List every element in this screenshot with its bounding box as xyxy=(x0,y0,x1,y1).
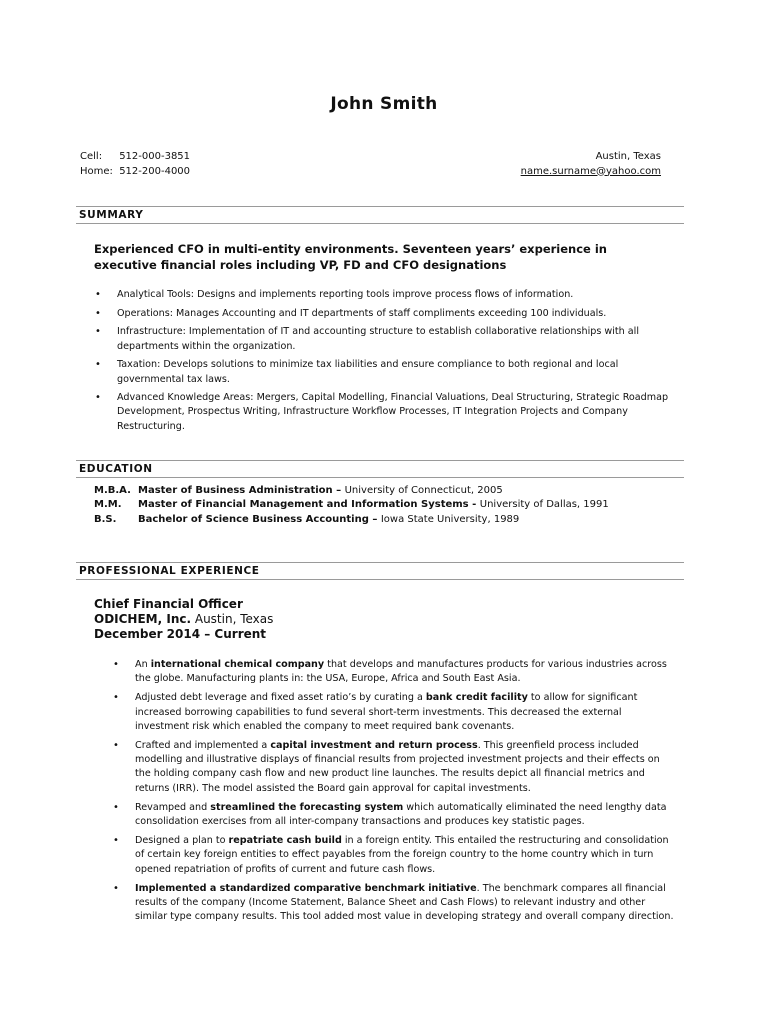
summary-heading: SUMMARY xyxy=(76,206,684,224)
education-entry xyxy=(94,513,684,527)
experience-bullet: • Revamped and streamlined the forecasting system which automatically eliminated the need lengthy data consolidation exercises from all inter-company transactions and produces key statistic pages. xyxy=(135,801,675,829)
company-line xyxy=(94,612,273,627)
summary-bullet: • Infrastructure: Implementation of IT and accounting structure to establish collaborative relationships with all departments within the organization. xyxy=(117,325,682,353)
education-entry xyxy=(94,484,684,498)
degree-separator: - xyxy=(468,499,480,511)
degree-abbr: M.B.A. xyxy=(94,485,131,496)
degree-name: Master of Financial Management and Information Systems xyxy=(138,499,469,511)
job-dates: December 2014 – Current xyxy=(94,626,267,641)
company-name: ODICHEM, Inc. xyxy=(94,611,192,626)
summary-bullet: • Analytical Tools: Designs and implements reporting tools improve process flows of information. xyxy=(117,288,682,302)
education-list xyxy=(94,484,684,527)
experience-bullet: • Crafted and implemented a capital investment and return process. This greenfield process included modelling and illustrative displays of financial results from projected investment projects and their effects on the holding company cash flow and new product line launches. The results depict all financial metrics and returns (IRR). The model assisted the Board gain approval for capital investments. xyxy=(135,739,675,796)
experience-bullet: • Adjusted debt leverage and fixed asset ratio’s by curating a bank credit facility to allow for significant increased borrowing capabilities to fund several short-term investments. This decreased the external investment risk which enabled the company to meet required bank covenants. xyxy=(135,691,675,734)
school: University of Dallas, 1991 xyxy=(479,499,609,511)
degree-abbr: B.S. xyxy=(94,513,117,525)
school: University of Connecticut, 2005 xyxy=(344,485,503,496)
degree-name: Master of Business Administration xyxy=(138,485,333,496)
summary-bullet: • Advanced Knowledge Areas: Mergers, Capital Modelling, Financial Valuations, Deal Structuring, Strategic Roadmap Development, Prospectus Writing, Infrastructure Workflow Processes, IT Integration Projects and Company Restructuring. xyxy=(117,391,682,434)
cell-number: 512-000-3851 xyxy=(119,151,191,162)
degree-separator: – xyxy=(368,513,381,525)
location: Austin, Texas xyxy=(595,151,661,162)
home-number: 512-200-4000 xyxy=(119,165,191,177)
experience-bullet: • An international chemical company that develops and manufactures products for various industries across the globe. Manufacturing plants in: the USA, Europe, Africa and South East Asia. xyxy=(135,658,675,686)
summary-bullet: • Operations: Manages Accounting and IT departments of staff compliments exceeding 100 individuals. xyxy=(117,307,682,321)
experience-heading: PROFESSIONAL EXPERIENCE xyxy=(76,562,684,580)
email-link[interactable]: name.surname@yahoo.com xyxy=(520,165,661,177)
experience-bullet-list xyxy=(135,658,675,929)
school: Iowa State University, 1989 xyxy=(380,513,520,525)
location-block xyxy=(521,150,661,179)
home-label: Home: xyxy=(80,165,113,177)
home-row xyxy=(80,165,190,180)
job-title: Chief Financial Officer xyxy=(94,597,243,611)
company-location: Austin, Texas xyxy=(194,611,274,626)
experience-bullet: • Implemented a standardized comparative benchmark initiative. The benchmark compares all financial results of the company (Income Statement, Balance Sheet and Cash Flows) to relevant industry and other similar type company results. This tool added most value in developing strategy and overall company direction. xyxy=(135,882,675,925)
experience-bullet: • Designed a plan to repatriate cash build in a foreign entity. This entailed the restructuring and consolidation of certain key foreign entities to effect payables from the foreign country to the home country which in turn opened repatriation of profits of current and future cash flows. xyxy=(135,834,675,877)
phone-block xyxy=(80,150,190,179)
summary-lead: Experienced CFO in multi-entity environments. Seventeen years’ experience in executive financial roles including VP, FD and CFO designations xyxy=(94,242,607,272)
cell-row xyxy=(80,150,190,165)
degree-name: Bachelor of Science Business Accounting xyxy=(138,513,369,525)
job-header xyxy=(94,597,273,641)
education-entry xyxy=(94,498,684,512)
education-heading: EDUCATION xyxy=(76,460,684,478)
degree-separator: – xyxy=(332,485,345,496)
degree-abbr: M.M. xyxy=(94,499,122,511)
summary-bullet-list xyxy=(117,288,682,438)
candidate-name: John Smith xyxy=(330,94,438,114)
summary-bullet: • Taxation: Develops solutions to minimize tax liabilities and ensure compliance to both regional and local governmental tax laws. xyxy=(117,358,682,386)
cell-label: Cell: xyxy=(80,151,103,162)
